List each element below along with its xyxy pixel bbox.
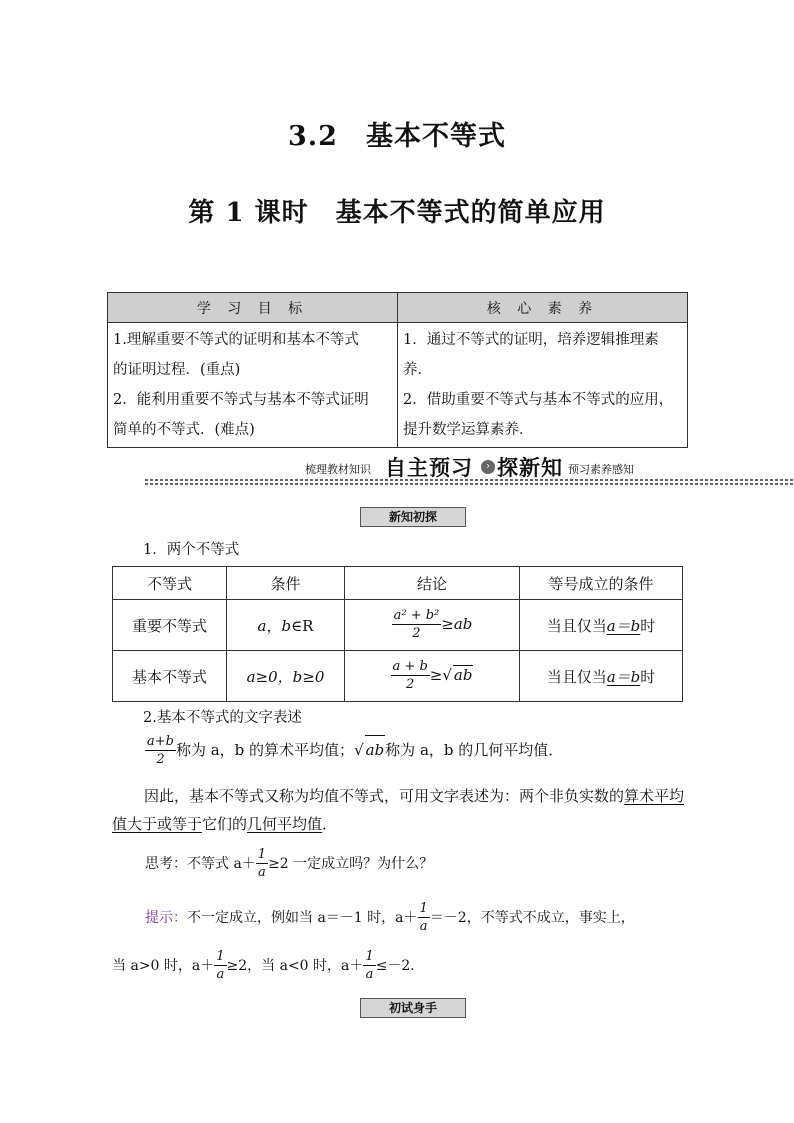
goals-right-line: 养．	[403, 362, 432, 378]
text: ≥2 一定成立吗？为什么？	[268, 856, 434, 872]
sqrt-body: ab	[453, 666, 473, 684]
ineq-header: 不等式	[113, 567, 227, 600]
goals-right-cell	[398, 323, 688, 448]
text: ≥2，当 a<0 时，a＋	[226, 958, 364, 974]
goals-left-line: 2．能利用重要不等式与基本不等式证明	[113, 392, 369, 408]
ineq-equality	[520, 651, 683, 702]
fraction-numerator: a+b	[147, 734, 174, 749]
sqrt-body: ab	[365, 735, 386, 764]
fraction-denominator: 2	[406, 677, 415, 692]
hint-line-1	[145, 900, 690, 936]
eq-condition: a＝b	[606, 667, 641, 686]
text: ≤－2.	[375, 958, 415, 974]
section-label-box: 新知初探	[360, 507, 466, 527]
fraction-denominator: a	[419, 919, 428, 934]
banner-main-a: 自主预习	[385, 456, 473, 480]
relation: ≥	[429, 666, 443, 684]
text: 称为 a，b 的几何平均值．	[385, 741, 564, 759]
fraction-numerator: a + b	[392, 659, 428, 674]
banner-main-b: 探新知	[497, 456, 563, 480]
fraction-denominator: a	[365, 967, 374, 982]
sqrt-sign: √	[442, 666, 452, 684]
section-label-new	[360, 507, 466, 531]
text: 它们的	[202, 815, 248, 833]
goals-left-line: 简单的不等式．(难点)	[113, 422, 255, 438]
ineq-conclusion	[345, 651, 520, 702]
statement-paragraph	[112, 782, 687, 838]
eq-suffix: 时	[640, 667, 656, 686]
text: 不等式 a＋	[187, 856, 256, 872]
eq-prefix: 当且仅当	[546, 616, 607, 635]
comma: ，	[266, 616, 282, 635]
goals-right-line: 提升数学运算素养．	[403, 422, 534, 438]
fraction-numerator: 1	[419, 901, 428, 916]
banner-right-text: 预习素养感知	[568, 463, 634, 476]
inequality-table	[112, 566, 683, 702]
hint-label: 提示：	[145, 910, 187, 926]
heading-text-statement: 2.基本不等式的文字表述	[143, 710, 302, 726]
underlined-text: 算	[624, 787, 640, 805]
eq-prefix: 当且仅当	[546, 667, 607, 686]
text: 当 a>0 时，a＋	[112, 958, 215, 974]
goals-left-line: 1.理解重要不等式的证明和基本不等式	[113, 332, 359, 348]
goals-right-line: 1．通过不等式的证明，培养逻辑推理素	[403, 332, 659, 348]
fraction	[392, 607, 442, 643]
ineq-name: 基本不等式	[113, 651, 227, 702]
underlined-text: 几何平均值	[247, 815, 323, 833]
eq-condition: a＝b	[606, 616, 641, 635]
fraction	[418, 900, 430, 936]
ineq-conclusion	[345, 600, 520, 651]
think-label: 思考：	[145, 856, 187, 872]
ineq-name: 重要不等式	[113, 600, 227, 651]
arrow-right-icon: ›	[481, 460, 495, 474]
fraction	[145, 733, 176, 769]
var-b: b	[281, 616, 292, 635]
banner-dotted-line	[145, 483, 794, 485]
ineq-condition: a≥0，b≥0	[227, 651, 345, 702]
goals-left-cell	[108, 323, 398, 448]
goals-right-line: 2．借助重要不等式与基本不等式的应用，	[403, 392, 674, 408]
fraction-numerator: 1	[257, 847, 267, 862]
mean-definition	[145, 733, 705, 769]
fraction-denominator: 2	[412, 626, 421, 641]
lesson-title: 第 1 课时 基本不等式的简单应用	[188, 198, 606, 228]
fraction-denominator: a	[258, 865, 266, 880]
goals-table	[107, 292, 688, 448]
banner-left-text: 梳理教材知识	[305, 463, 371, 476]
ineq-equality	[520, 600, 683, 651]
goals-header-right: 核 心 素 养	[398, 293, 688, 323]
fraction-numerator: 1	[216, 949, 225, 964]
ineq-header: 结论	[345, 567, 520, 600]
fraction	[363, 948, 375, 984]
fraction-numerator: a² + b²	[393, 608, 440, 623]
fraction-denominator: a	[216, 967, 225, 982]
text: 称为 a，b 的算术平均值；	[175, 741, 355, 759]
section-label-practice	[360, 998, 466, 1022]
goals-left-line: 的证明过程．(重点)	[113, 362, 241, 378]
text: ．	[322, 815, 338, 833]
section-label-box: 初试身手	[360, 998, 466, 1018]
text: 不一定成立，例如当 a＝－1 时，a＋	[187, 910, 418, 926]
fraction-denominator: 2	[156, 752, 165, 767]
relation: ≥ab	[441, 615, 473, 633]
text: 因此，基本不等式又称为均值不等式，可用文字表述为：两个非负实数的	[144, 787, 625, 805]
preview-banner	[145, 455, 794, 485]
think-question	[145, 846, 433, 882]
hint-line-2	[112, 948, 692, 984]
eq-suffix: 时	[640, 616, 656, 635]
sqrt-sign: √	[354, 741, 364, 759]
ineq-header: 条件	[227, 567, 345, 600]
fraction	[256, 846, 268, 882]
heading-two-inequalities: 1．两个不等式	[143, 542, 240, 558]
text: ＝－2，不等式不成立，事实上，	[429, 910, 635, 926]
section-title: 3.2 基本不等式	[288, 121, 506, 152]
fraction-numerator: 1	[365, 949, 374, 964]
fraction	[214, 948, 226, 984]
var-a: a	[257, 616, 267, 635]
underlined-text: 术平均值大于或等于	[112, 787, 685, 833]
ineq-condition	[227, 600, 345, 651]
ineq-header: 等号成立的条件	[520, 567, 683, 600]
relation: ∈R	[291, 616, 314, 635]
fraction	[391, 658, 430, 694]
goals-header-left: 学 习 目 标	[108, 293, 398, 323]
